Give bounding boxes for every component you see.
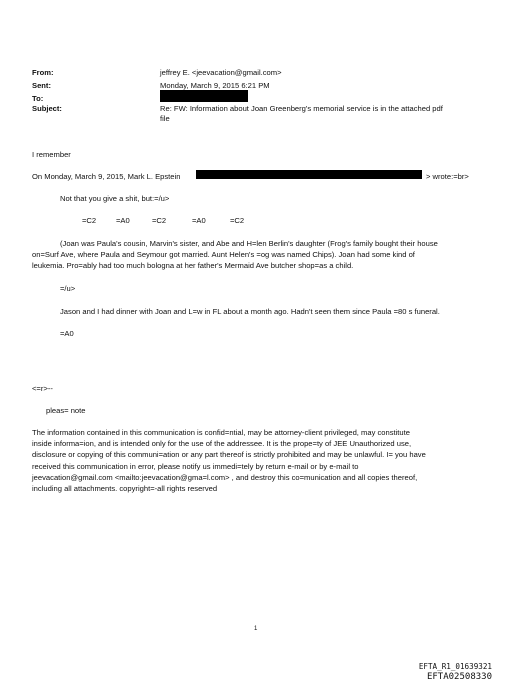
disclaimer-line-2: inside informa=ion, and is intended only for the use of the addressee. It is the prope=ty of JEE Unauthorized use, [32, 439, 412, 448]
footer-id-1: EFTA_R1_01639321 [418, 662, 492, 671]
code-c2-1: =C2 [82, 216, 97, 225]
subject-line-2: file [160, 114, 170, 123]
disclaimer-line-6: including all attachments. copyright=-all rights reserved [32, 484, 218, 493]
code-a0-2: =A0 [192, 216, 206, 225]
para1-line-2: on=Surf Ave, where Paula and Seymour got married. Aunt Helen's =og was named Chips). Joan had some kind of [32, 250, 415, 259]
remember-text: I remember [32, 150, 71, 159]
please-note-text: pleas= note [46, 406, 86, 415]
jason-text: Jason and I had dinner with Joan and L=w in FL about a month ago. Hadn't seen them since Paula =80 s funeral. [60, 307, 440, 316]
disclaimer-line-5: jeevacation@gmail.com <mailto:jeevacation@gma=l.com> , and destroy this co=munication and all copies thereof, [32, 473, 418, 482]
to-label: To: [32, 94, 44, 103]
on-date-suffix: > wrote:=br> [426, 172, 469, 181]
code-c2-2: =C2 [152, 216, 167, 225]
hr-text: <=r>-- [32, 384, 53, 393]
from-label: From: [32, 68, 54, 77]
email-redaction [196, 170, 422, 179]
subject-label: Subject: [32, 104, 62, 113]
code-a0-1: =A0 [116, 216, 130, 225]
to-redaction [160, 90, 248, 102]
page-number: 1 [254, 626, 258, 632]
u-close-text: =/u> [60, 284, 76, 293]
disclaimer-line-3: disclosure or copying of this communi=ation or any part thereof is strictly prohibited and may be unlawful. I= you have [32, 450, 426, 459]
para1-line-3: leukemia. Pro=ably had too much bologna at her father's Mermaid Ave butcher shop=as a child. [32, 261, 354, 270]
disclaimer-line-1: The information contained in this communication is confid=ntial, may be attorney-client privileged, may constitute [32, 428, 410, 437]
disclaimer-line-4: received this communication in error, please notify us immedi=tely by return e-mail or by e-mail to [32, 462, 359, 471]
from-value: jeffrey E. <jeevacation@gmail.com> [160, 68, 282, 77]
on-date-prefix: On Monday, March 9, 2015, Mark L. Epstein [32, 172, 181, 181]
footer-id-2: EFTA02508330 [426, 672, 492, 682]
sent-value: Monday, March 9, 2015 6:21 PM [160, 81, 270, 90]
code-c2-3: =C2 [230, 216, 245, 225]
para1-line-1: (Joan was Paula's cousin, Marvin's sister, and Abe and H=len Berlin's daughter (Frog's family bought their house [60, 239, 438, 248]
not-that-text: Not that you give a shit, but:=/u> [60, 194, 170, 203]
subject-line-1: Re: FW: Information about Joan Greenberg's memorial service is in the attached pdf [160, 104, 443, 113]
a0-code: =A0 [60, 329, 74, 338]
sent-label: Sent: [32, 81, 51, 90]
